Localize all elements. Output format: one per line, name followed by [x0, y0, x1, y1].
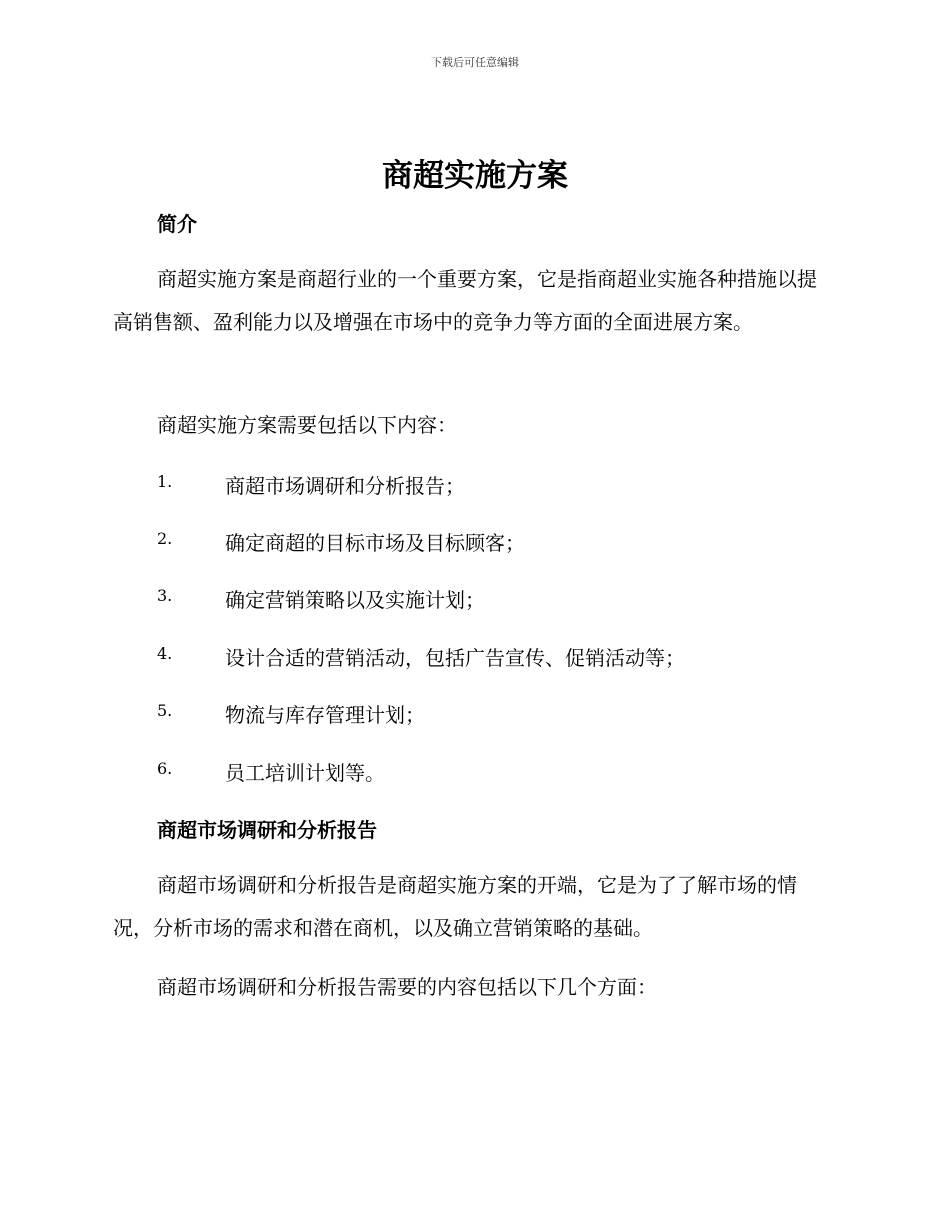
list-item-text: 确定营销策略以及实施计划； [225, 588, 485, 612]
research-list-lead: 商超市场调研和分析报告需要的内容包括以下几个方面： [157, 975, 657, 999]
list-item-text: 员工培训计划等。 [225, 761, 385, 785]
list-item-text: 物流与库存管理计划； [225, 703, 425, 727]
research-paragraph: 商超市场调研和分析报告是商超实施方案的开端，它是为了了解市场的情况，分析市场的需求和潜在商机，以及确立营销策略的基础。 [113, 873, 797, 940]
intro-list-lead: 商超实施方案需要包括以下内容： [157, 413, 457, 437]
intro-paragraph: 商超实施方案是商超行业的一个重要方案，它是指商超业实施各种措施以提高销售额、盈利能力以及增强在市场中的竞争力等方面的全面进展方案。 [113, 267, 817, 334]
section-heading-research: 商超市场调研和分析报告 [157, 818, 377, 842]
list-item-number: 6. [157, 759, 173, 778]
section-heading-intro: 简介 [157, 212, 197, 236]
list-item-number: 4. [157, 644, 173, 663]
list-item-number: 3. [157, 586, 173, 605]
list-item-number: 2. [157, 529, 173, 548]
list-item-text: 商超市场调研和分析报告； [225, 474, 465, 498]
list-item-text: 确定商超的目标市场及目标顾客； [225, 531, 525, 555]
list-item-number: 5. [157, 701, 173, 720]
list-item-text: 设计合适的营销活动，包括广告宣传、促销活动等； [225, 646, 685, 670]
list-item-number: 1. [157, 472, 173, 491]
document-title: 商超实施方案 [382, 158, 568, 194]
header-note: 下载后可任意编辑 [431, 56, 519, 69]
